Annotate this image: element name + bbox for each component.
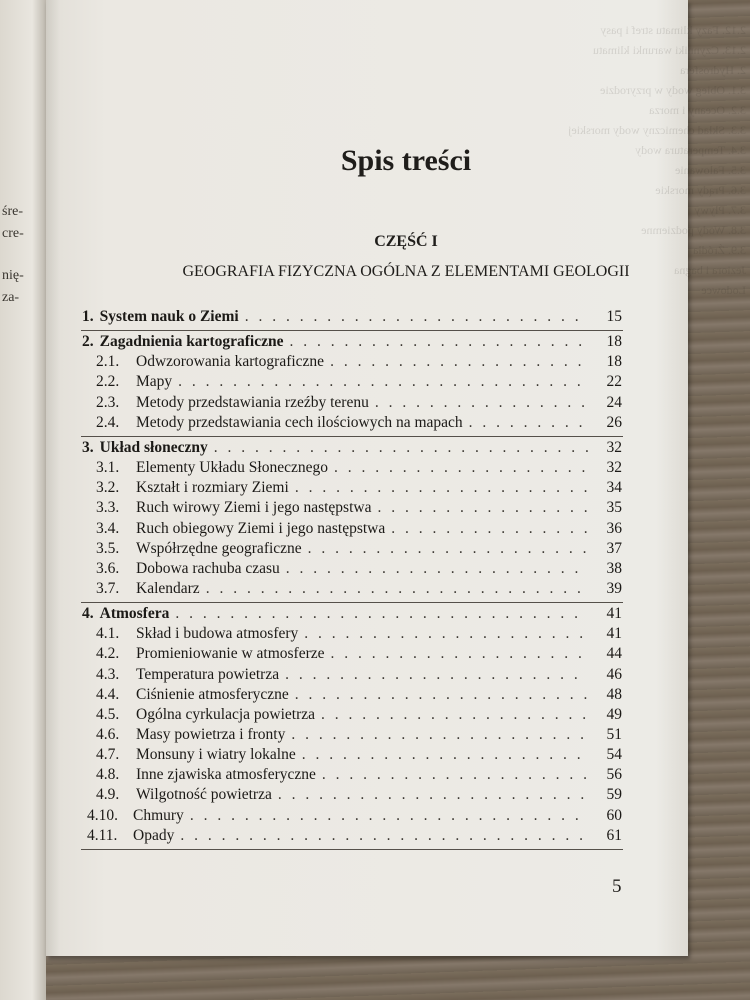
toc-number: 3.7. [96,579,120,597]
toc-number: 1. [82,308,94,325]
toc-section [46,605,688,625]
bleed-through-line: 2.12. Fazy klimatu stref i pasy [600,23,746,37]
facing-page-fragment: śre- [2,204,23,219]
toc-page-number: 26 [606,413,622,431]
toc-label: Dobowa rachuba czasu [136,559,280,577]
dot-leader [391,520,588,538]
section-divider [81,602,623,603]
toc-label: Ruch wirowy Ziemi i jego następstwa [136,499,372,517]
toc-number: 4.6. [96,726,120,743]
toc-page-number: 34 [606,479,622,497]
toc-label: Mapy [136,373,173,391]
toc-label: Współrzędne geograficzne [136,539,302,557]
toc-page-number: 49 [606,705,622,723]
toc-label: System nauk o Ziemi [99,308,239,325]
toc-number: 4.3. [96,665,120,683]
toc-entry [46,373,688,393]
toc-entry [46,766,688,786]
toc-number: 3.3. [96,499,120,517]
dot-leader [331,645,588,663]
toc-label: Kalendarz [136,579,200,597]
dot-leader [302,746,588,764]
toc-number: 4. [82,605,94,623]
toc-label: Opady [133,826,175,844]
toc-entry [46,726,688,746]
toc-page-number: 41 [606,605,622,623]
toc-number: 4.9. [96,786,120,804]
toc-number: 3.1. [96,459,120,477]
dot-leader [304,625,588,643]
bleed-through-line [346,100,746,120]
toc-entry [46,499,688,519]
bleed-through-line: 2.13. Czynniki warunki klimatu [593,43,746,57]
toc-page-number: 36 [606,519,622,537]
toc-entry [46,540,688,560]
toc-entry [46,625,688,645]
facing-page-fragment: za- [2,290,20,305]
dot-leader [214,439,588,457]
bleed-through-line [346,180,746,200]
toc-section [46,308,688,328]
toc-page-number: 37 [606,539,622,557]
toc-label: Ogólna cyrkulacja powietrza [136,705,316,723]
toc-entry [46,394,688,414]
toc-label: Elementy Układu Słonecznego [136,459,328,477]
toc-label: Skład i budowa atmosfery [136,625,299,643]
dot-leader [245,308,588,326]
toc-label: Monsuny i wiatry lokalne [136,746,296,764]
dot-leader [334,459,588,477]
toc-number: 3.4. [96,519,120,537]
toc-number: 2.1. [96,353,120,371]
toc-number: 4.7. [96,746,120,764]
part-subtitle: GEOGRAFIA FIZYCZNA OGÓLNA Z ELEMENTAMI GEOLOGII [182,263,630,280]
toc-number: 4.1. [96,625,120,643]
toc-entry [46,580,688,600]
toc-label: Zagadnienia kartograficzne [99,333,284,351]
toc-entry [46,807,688,827]
toc-page-number: 59 [606,786,622,804]
section-divider [81,330,623,331]
toc-page-number: 54 [606,746,622,764]
toc-section [46,439,688,459]
toc-label: Atmosfera [99,605,170,623]
dot-leader [321,706,588,724]
toc-entry [46,645,688,665]
toc-label: Inne zjawiska atmosferyczne [136,766,316,784]
toc-number: 4.11. [87,826,118,844]
section-divider [81,436,623,437]
bleed-through-line: 3.3. Skład chemiczny wody morskiej [568,123,746,137]
dot-leader [295,686,588,704]
bleed-through-line [346,280,746,300]
dot-leader [190,807,588,825]
part-label: CZĘŚĆ I [374,233,438,250]
dot-leader [178,373,588,391]
dot-leader [330,353,588,371]
toc-label: Wilgotność powietrza [136,786,272,804]
toc-number: 2.2. [96,373,120,391]
toc-entry [46,560,688,580]
toc-number: 3.5. [96,539,120,557]
toc-entry [46,479,688,499]
toc-number: 4.8. [96,766,120,784]
toc-entry [46,706,688,726]
toc-entry [46,827,688,847]
toc-page-number: 41 [606,625,622,643]
toc-page-number: 38 [606,559,622,577]
toc-label: Promieniowanie w atmosferze [136,645,325,663]
toc-label: Kształt i rozmiary Ziemi [136,479,289,497]
toc-label: Metody przedstawiania cech ilościowych na mapach [136,413,463,431]
dot-leader [286,560,588,578]
toc-number: 2. [82,333,94,351]
toc-number: 3.2. [96,479,120,497]
dot-leader [175,605,588,623]
dot-leader [308,540,588,558]
toc-page-number: 18 [606,333,622,351]
book-page [46,0,746,956]
facing-page-fragment: cre- [2,226,24,241]
toc-page-number: 61 [606,826,622,844]
toc-page-number: 35 [606,499,622,517]
facing-page-edge [0,0,46,1000]
dot-leader [289,333,588,351]
toc-page-number: 39 [606,579,622,597]
toc-label: Temperatura powietrza [136,665,280,683]
toc-entry [46,786,688,806]
toc-entry [46,459,688,479]
bleed-through-line [346,200,746,220]
toc-page-number: 44 [606,645,622,663]
dot-leader [469,414,588,432]
toc-number: 2.3. [96,393,120,411]
section-divider [81,849,623,850]
toc-label: Ciśnienie atmosferyczne [136,685,289,703]
toc-page-number: 22 [606,373,622,391]
toc-number: 3.6. [96,559,120,577]
toc-label: Masy powietrza i fronty [136,726,286,743]
dot-leader [291,726,588,744]
toc-page-number: 24 [606,393,622,411]
toc-number: 4.2. [96,645,120,663]
page-number: 5 [612,876,622,897]
dot-leader [206,580,588,598]
toc-page-number: 18 [606,353,622,371]
toc-entry [46,414,688,434]
bleed-through-text [346,20,746,350]
toc-label: Chmury [133,806,184,824]
dot-leader [322,766,588,784]
toc-page-number: 51 [606,726,622,743]
toc-number: 2.4. [96,413,120,431]
toc-number: 3. [82,438,94,456]
toc-number: 4.4. [96,685,120,703]
dot-leader [295,479,588,497]
bleed-through-line: 3.1. Obieg wody w przyrodzie [600,83,746,97]
toc-label: Ruch obiegowy Ziemi i jego następstwa [136,519,386,537]
toc-page-number: 60 [606,806,622,824]
toc-number: 4.5. [96,705,120,723]
facing-page-fragment: nię- [2,268,24,283]
dot-leader [278,786,588,804]
toc-entry [46,666,688,686]
toc-page-number: 32 [606,459,622,477]
toc-number: 4.10. [87,806,118,824]
toc-page-number: 46 [606,665,622,683]
dot-leader [285,666,588,684]
toc-entry [46,686,688,706]
toc-entry [46,353,688,373]
toc-section [46,333,688,353]
toc-page-number: 48 [606,685,622,703]
toc-label: Układ słoneczny [99,438,208,456]
toc-label: Metody przedstawiania rzeźby terenu [136,393,369,411]
toc-page-number: 15 [606,308,622,325]
toc-page-number: 56 [606,766,622,784]
toc-page-number: 32 [606,438,622,456]
bleed-through-line [346,60,746,80]
dot-leader [180,827,588,845]
toc-label: Odwzorowania kartograficzne [136,353,325,371]
dot-leader [375,394,588,412]
toc-entry [46,746,688,766]
page-title: Spis treści [340,144,472,177]
dot-leader [377,499,588,517]
toc-entry [46,520,688,540]
